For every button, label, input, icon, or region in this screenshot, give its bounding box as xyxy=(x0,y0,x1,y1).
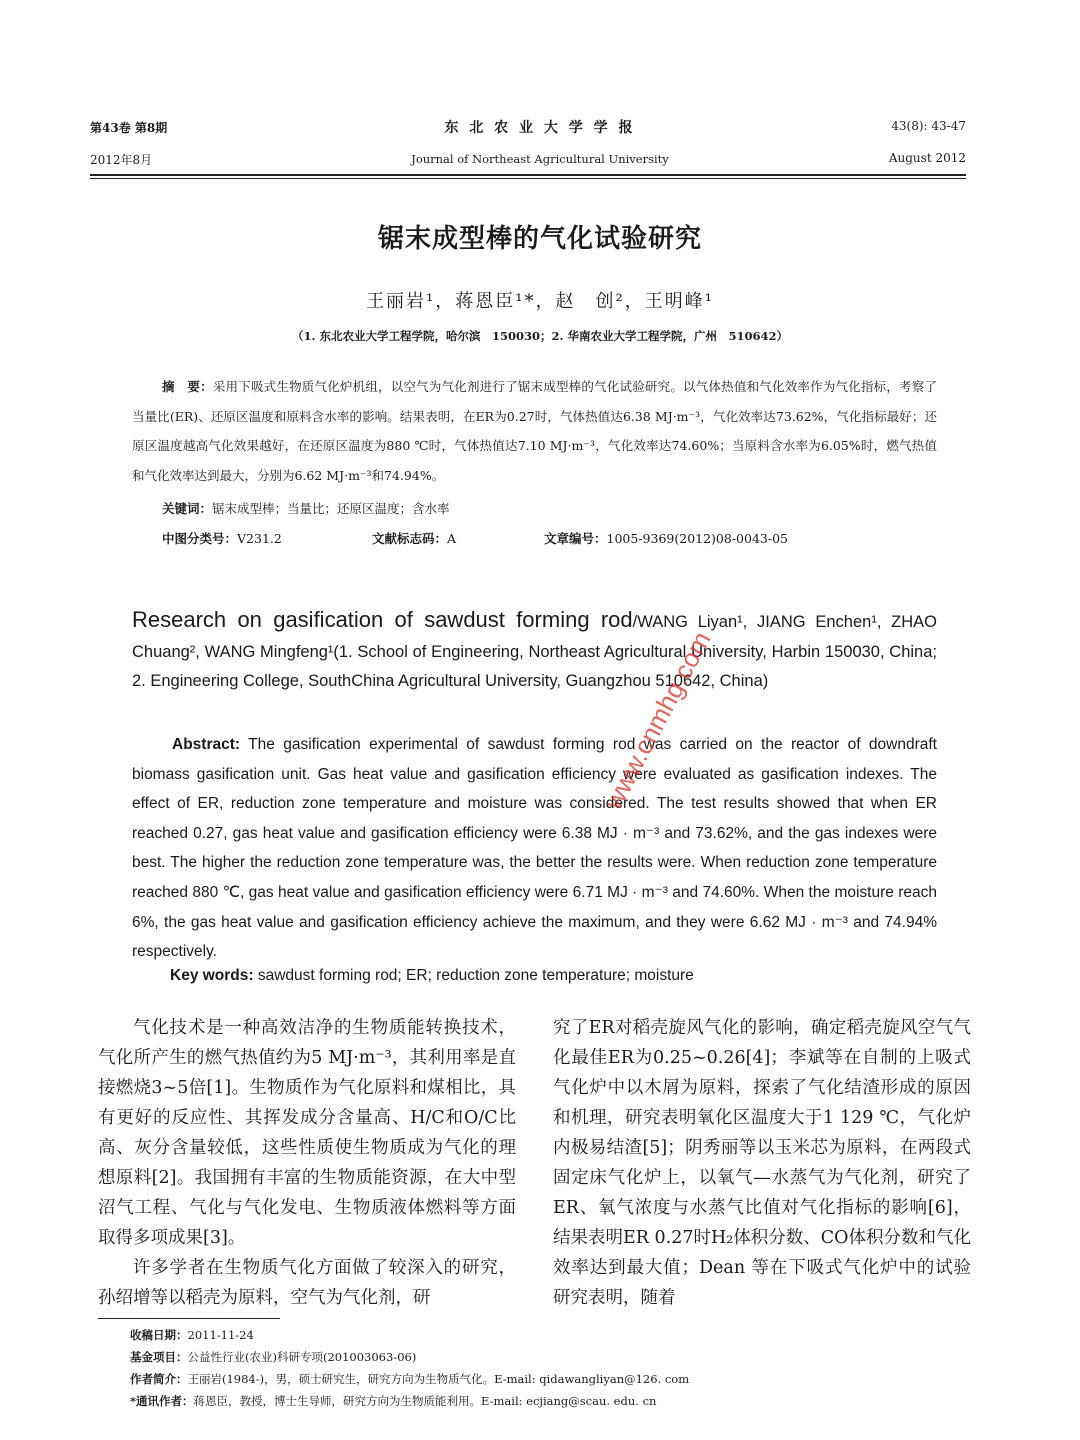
body-paragraph: 许多学者在生物质气化方面做了较深入的研究，孙绍增等以稻壳为原料，空气为气化剂，研 xyxy=(98,1258,516,1308)
doc-code-label: 文献标志码： xyxy=(372,530,448,546)
cn-abstract xyxy=(132,372,937,553)
header-rule-thin xyxy=(90,178,966,179)
footnote-funding: 基金项目：公益性行业(农业)科研专项(201003063-06) xyxy=(130,1350,417,1364)
english-title-block xyxy=(132,605,937,697)
clc-value: V231.2 xyxy=(237,530,282,546)
english-abstract-label: Abstract: xyxy=(172,736,241,753)
article-no-label: 文章编号： xyxy=(544,530,607,546)
cn-keywords-label: 关键词： xyxy=(162,501,213,516)
journal-name-cn: 东 北 农 业 大 学 学 报 xyxy=(444,120,636,136)
english-abstract-text: The gasification experimental of sawdust forming rod was carried on the reactor of downdraft biomass gasification unit. Gas heat value and gasification efficiency were evaluated as gasification indexes. The effect of ER, reduction zone temperature and moisture was considered. The test results showed that when ER reached 0.27, gas heat value and gasification efficiency were 6.38 MJ · m⁻³ and 73.62%, and the gas indexes were best. The higher the reduction zone temperature was, the better the results were. When reduction zone temperature reached 880 ℃, gas heat value and gasification efficiency were 6.71 MJ · m⁻³ and 74.60%. When the moisture reach 6%, the gas heat value and gasification efficiency achieve the maximum, and they were 6.62 MJ · m⁻³ and 74.94% respectively. xyxy=(132,736,937,961)
date-en: August 2012 xyxy=(888,151,966,165)
affiliations: （1. 东北农业大学工程学院，哈尔滨 150030；2. 华南农业大学工程学院，广州 510642） xyxy=(291,329,789,343)
english-keywords-text: sawdust forming rod; ER; reduction zone temperature; moisture xyxy=(253,967,694,984)
cn-abstract-label: 摘 要： xyxy=(162,379,213,394)
paper-title: 锯末成型棒的气化试验研究 xyxy=(377,224,702,254)
english-authors-affiliations: /WANG Liyan¹, JIANG Enchen¹, ZHAO Chuang², WANG Mingfeng¹(1. School of Engineering, Northeast Agricultural University, Harbin 150030, China; 2. Engineering College, SouthChina Agricultural University, Guangzhou 510642, China) xyxy=(132,613,937,690)
cn-abstract-text: 采用下吸式生物质气化炉机组，以空气为气化剂进行了锯末成型棒的气化试验研究。以气体热值和气化效率作为气化指标，考察了当量比(ER)、还原区温度和原料含水率的影响。结果表明，在ER为0.27时，气体热值达6.38 MJ·m⁻³，气化效率达73.62%，气化指标最好；还原区温度越高气化效果越好，在还原区温度为880 ℃时，气体热值达7.10 MJ·m⁻³，气化效率达74.60%；当原料含水率为6.05%时，燃气热值和气化效率达到最大，分别为6.62 MJ·m⁻³和74.94%。 xyxy=(132,379,937,483)
english-abstract xyxy=(132,730,937,967)
footnote-rule xyxy=(98,1318,280,1319)
footnotes xyxy=(130,1324,689,1412)
body-left-column xyxy=(98,1013,516,1313)
body-paragraph: 究了ER对稻壳旋风气化的影响，确定稻壳旋风空气气化最佳ER为0.25~0.26[4]；李斌等在自制的上吸式气化炉中以木屑为原料，探索了气化结渣形成的原因和机理，研究表明氧化区温度大于1 129 ℃，气化炉内极易结渣[5]；阴秀丽等以玉米芯为原料，在两段式固定床气化炉上，以氧气—水蒸气为气化剂，研究了ER、氧气浓度与水蒸气比值对气化指标的影响[6]，结果表明ER 0.27时H₂体积分数、CO体积分数和气化效率达到最大值；Dean 等在下吸式气化炉中的试验研究表明，随着 xyxy=(553,1018,971,1308)
article-no-value: 1005-9369(2012)08-0043-05 xyxy=(606,530,788,546)
footnote-author-bio: 作者简介：王丽岩(1984-)，男，硕士研究生，研究方向为生物质气化。E-mail: qidawangliyan@126. com xyxy=(130,1372,690,1386)
footnote-received: 收稿日期：2011-11-24 xyxy=(130,1328,254,1342)
cn-keywords-text: 锯末成型棒；当量比；还原区温度；含水率 xyxy=(212,501,450,516)
english-keywords-label: Key words: xyxy=(170,967,254,984)
english-keywords xyxy=(170,967,694,985)
cn-keywords xyxy=(162,494,937,524)
volume-issue: 第43卷 第8期 xyxy=(90,121,168,135)
doc-code-value: A xyxy=(447,530,457,546)
body-paragraph: 气化技术是一种高效洁净的生物质能转换技术，气化所产生的燃气热值约为5 MJ·m⁻³，其利用率是直接燃烧3~5倍[1]。生物质作为气化原料和煤相比，具有更好的反应性、其挥发成分含量高、H/C和O/C比高、灰分含量较低，这些性质使生物质成为气化的理想原料[2]。我国拥有丰富的生物质能资源，在大中型沼气工程、气化与气化发电、生物质液体燃料等方面取得多项成果[3]。 xyxy=(98,1018,516,1248)
header-rule xyxy=(90,174,966,176)
english-title: Research on gasification of sawdust forming rod xyxy=(132,607,633,632)
authors: 王丽岩¹，蒋恩臣¹*，赵 创²，王明峰¹ xyxy=(366,291,714,312)
page-range: 43(8): 43-47 xyxy=(891,119,966,133)
date-cn: 2012年8月 xyxy=(90,153,153,167)
journal-name-en: Journal of Northeast Agricultural University xyxy=(411,152,669,166)
classification-row xyxy=(162,524,937,554)
body-right-column xyxy=(553,1013,971,1313)
watermark: www.cnmhg.com xyxy=(598,626,717,815)
clc-label: 中图分类号： xyxy=(162,530,238,546)
footnote-corresponding: *通讯作者：蒋恩臣，教授，博士生导师，研究方向为生物质能利用。E-mail: ecjiang@scau. edu. cn xyxy=(130,1394,657,1408)
